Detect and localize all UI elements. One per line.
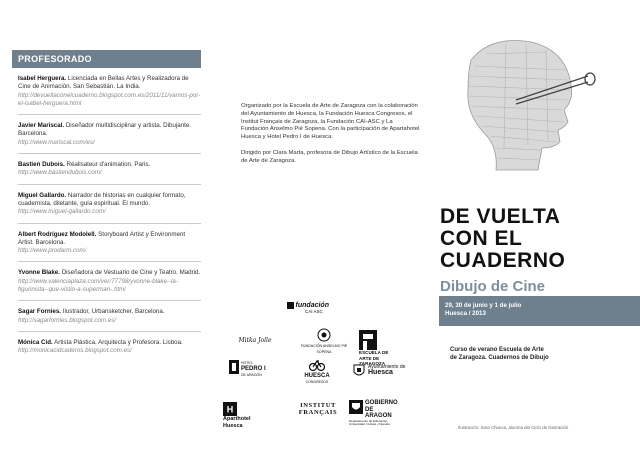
- entry-desc: Diseñador multidisciplinar y artista. Dibujante. Barcelona.: [18, 122, 192, 138]
- profesorado-header: PROFESORADO: [12, 50, 201, 68]
- divider: [18, 114, 201, 115]
- entry-name: Mónica Cid.: [18, 338, 53, 346]
- direction-paragraph: Dirigido por Clara Marta, profesora de Dibujo Artístico de la Escuela de Arte de Zaragoza.: [241, 149, 418, 164]
- entry-url[interactable]: http://devueltaconelcuaderno.blogspot.com.es/2011/11/vamos-por-el-isabel-herguera.html: [18, 91, 201, 107]
- entry-url[interactable]: http://www.prodarm.com/: [18, 247, 87, 255]
- pedro-name: PEDRO I: [241, 366, 266, 372]
- entry-name: Javier Mariscal.: [18, 122, 65, 130]
- gobierno-crest-icon: [349, 400, 363, 414]
- huesca-congresos-logo: [297, 358, 337, 385]
- institut-francais-logo: [293, 402, 343, 416]
- fundacion-cai-logo: [287, 302, 329, 315]
- illustration-credit: Ilustración: Sara Chueca, alumna del Ciclo de Ilustración: [458, 425, 569, 430]
- entry-name: Bastien Dubois.: [18, 161, 65, 169]
- huesca-cong-name: HUESCA: [304, 373, 330, 379]
- escuela-mark-icon: [359, 330, 377, 350]
- entry-url[interactable]: http://www.valenciaplaza.com/ver/77798/yvonne-blake--la-figurinista--que-vistio-a-superman-.html: [18, 277, 178, 294]
- ayto-top: Ayuntamiento de: [368, 364, 406, 370]
- entry-bastien-dubois: [18, 161, 201, 178]
- fundacion-anselmo-logo: [295, 328, 353, 355]
- entry-url[interactable]: http://sagarfornies.blogspot.com.es/: [18, 316, 117, 324]
- title-line: CON EL: [440, 227, 523, 250]
- date-bar: [439, 296, 640, 326]
- sponsor-logos: [213, 0, 426, 452]
- event-date: 29, 30 de junio y 1 de julio: [445, 302, 522, 309]
- entry-url[interactable]: http://monicacidcaderos.blogspot.com.es/: [18, 347, 132, 355]
- entry-javier-mariscal: [18, 122, 201, 147]
- anselmo-name: FUNDACIÓN ANSELMO PIÉ SOPENA: [300, 344, 348, 354]
- entry-desc: Narrador de historias en cualquier formato, cuadernista, diletante, guía espiritual. El mundo.: [18, 191, 186, 207]
- entry-albert-rodriguez: [18, 231, 201, 256]
- cover-panel: [426, 0, 640, 452]
- entry-yvonne-blake: [18, 269, 201, 294]
- title-line: DE VUELTA: [440, 205, 561, 228]
- gobierno-name: GOBIERNO DE ARAGON: [365, 400, 398, 419]
- fundacion-name: fundación: [295, 301, 329, 309]
- organization-panel: [213, 0, 426, 452]
- hotel-pedro-logo: [229, 360, 269, 378]
- organization-paragraph: Organizado por la Escuela de Arte de Zaragoza con la colaboración del Ayuntamiento de Huesca, la Fundación Huesca Congresos, el Institut Français de Zaragoza, la Fundación CAI-ASC y La Fundación Anselmo Pié Sopena. Con la participación de Apartahotel Huesca y Hotel Pedro I de Huesca.: [241, 103, 420, 141]
- cover-subtitle: Dibujo de Cine: [440, 278, 545, 295]
- ayto-main: Huesca: [368, 369, 393, 376]
- ayuntamiento-shield-icon: [353, 364, 365, 378]
- entry-desc: Réalisateur d'animation. Paris.: [66, 161, 151, 169]
- course-line: Curso de verano Escuela de Arte: [450, 347, 544, 353]
- entry-monica-cid: [18, 339, 201, 356]
- fundacion-mark-icon: [287, 302, 294, 309]
- entry-name: Miguel Gallardo.: [18, 191, 67, 199]
- aparthotel-mark-icon: [223, 402, 237, 416]
- title-line: CUADERNO: [440, 249, 566, 272]
- event-place: Huesca / 2013: [445, 309, 486, 317]
- entry-miguel-gallardo: [18, 192, 201, 217]
- bicycle-icon: [309, 358, 325, 372]
- divider: [18, 153, 201, 154]
- entry-url[interactable]: http://www.miguel-gallardo.com/: [18, 208, 106, 216]
- divider: [18, 261, 201, 262]
- head-illustration-icon: [446, 30, 596, 180]
- divider: [18, 331, 201, 332]
- divider: [18, 184, 201, 185]
- svg-text:H: H: [226, 404, 234, 415]
- signature-text: Mitka Jolle: [238, 337, 272, 344]
- entry-desc: Artista Plástica. Arquitecta y Profesora. Lisboa.: [54, 338, 183, 346]
- course-line: de Zaragoza. Cuadernos de Dibujo: [450, 354, 549, 361]
- signature-logo: [237, 338, 273, 344]
- entry-name: Yvonne Blake.: [18, 269, 60, 277]
- aparthotel-logo: [223, 402, 279, 429]
- entry-name: Isabel Herguera.: [18, 75, 67, 82]
- entry-url[interactable]: http://www.bastiendubois.com/: [18, 169, 102, 177]
- ayuntamiento-huesca-logo: [353, 364, 423, 378]
- institut-name: INSTITUT FRANÇAIS: [298, 402, 338, 416]
- entry-isabel-herguera: [18, 75, 201, 108]
- entry-desc: Storyboard Artist y Environment Artist. Barcelona.: [18, 230, 186, 246]
- entry-url[interactable]: http://www.mariscal.com/es/: [18, 138, 95, 146]
- entry-name: Sagar Fornies.: [18, 308, 61, 316]
- pedro-crest-icon: [229, 360, 239, 374]
- gobierno-sub: Departamento de Educación, Universidad, Cultura y Deporte: [349, 418, 391, 426]
- entry-desc: Licenciada en Bellas Artes y Realizadora de Cine de Animación. San Sebastián. La India.: [18, 75, 189, 91]
- aparthotel-name: Aparthotel Huesca: [223, 416, 251, 429]
- entry-sagar-fornies: [18, 308, 201, 325]
- huesca-cong-sub: CONGRESOS: [305, 380, 329, 384]
- escuela-name: ESCUELA DE ARTE DE ZARAGOZA: [359, 350, 389, 366]
- pedro-top: HOTEL: [241, 361, 253, 365]
- escuela-arte-logo: [359, 330, 419, 367]
- fundacion-sub: CAI ASC: [305, 309, 323, 314]
- entry-desc: Ilustrador, Urbansketcher. Barcelona.: [62, 308, 165, 316]
- gobierno-aragon-logo: [349, 400, 421, 427]
- entry-desc: Diseñadora de Vestuario de Cine y Teatro. Madrid.: [61, 269, 201, 277]
- divider: [18, 223, 201, 224]
- anselmo-emblem-icon: [317, 328, 331, 342]
- pedro-sub: DE ARAGÓN: [241, 373, 262, 377]
- profesorado-panel: [0, 0, 213, 452]
- entry-name: Albert Rodríguez Modolell.: [18, 230, 97, 238]
- cover-title: [440, 206, 565, 272]
- divider: [18, 300, 201, 301]
- course-description: [450, 347, 549, 362]
